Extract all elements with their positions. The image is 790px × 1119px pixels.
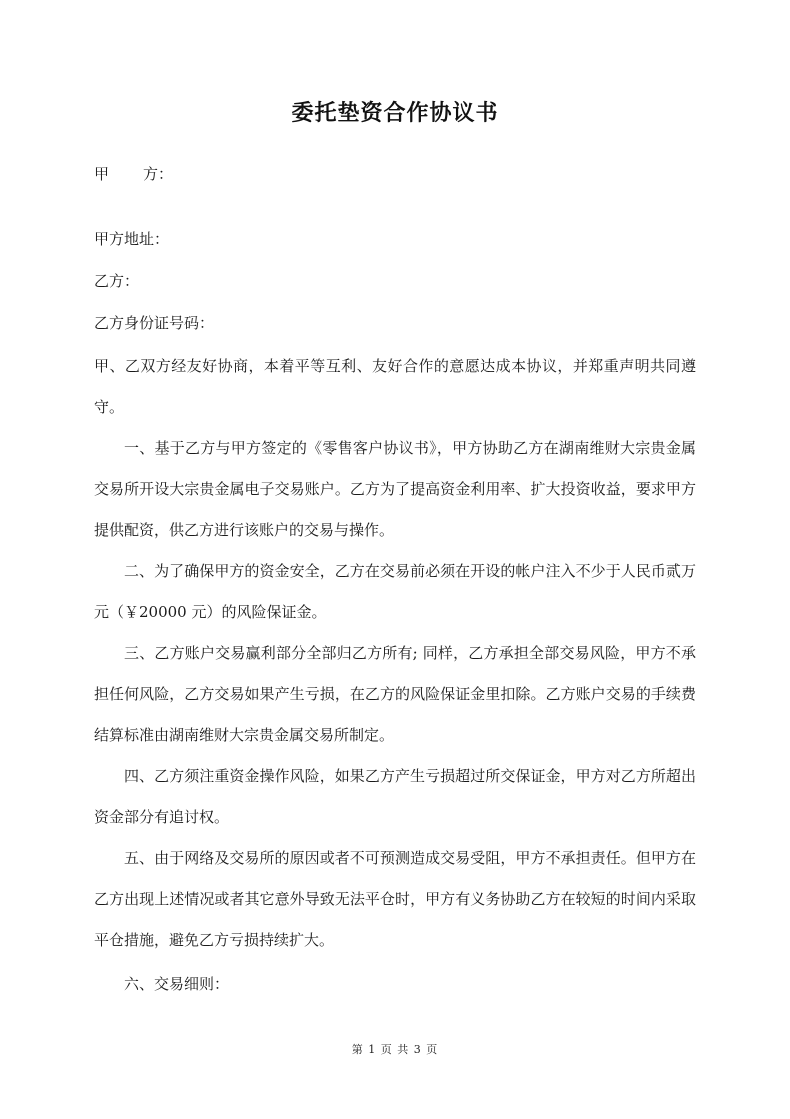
paragraph-clause-1: 一、基于乙方与甲方签定的《零售客户协议书》，甲方协助乙方在湖南维财大宗贵金属交易所开设大宗贵金属电子交易账户。乙方为了提高资金利用率、扩大投资收益，要求甲方提供配资，供乙方进行该账户的交易与操作。 [94,439,696,539]
paragraph-clause-3: 三、乙方账户交易赢利部分全部归乙方所有; 同样，乙方承担全部交易风险，甲方不承担任何风险，乙方交易如果产生亏损，在乙方的风险保证金里扣除。乙方账户交易的手续费结算标准由湖南维财大宗贵金属交易所制定。 [94,644,696,744]
document-title: 委托垫资合作协议书 [291,100,499,126]
page-footer: 第 1 页 共 3 页 [351,1043,439,1056]
party-b-field: 乙方： [94,272,140,290]
party-a-label: 甲 [94,165,110,183]
paragraph-clause-6: 六、交易细则： [124,975,230,993]
paragraph-clause-2: 二、为了确保甲方的资金安全，乙方在交易前必须在开设的帐户注入不少于人民币贰万元（￥20000 元）的风险保证金。 [94,562,696,621]
party-b-id-field: 乙方身份证号码： [94,314,215,332]
party-a-field [94,163,173,184]
paragraph-preamble: 甲、乙双方经友好协商，本着平等互利、友好合作的意愿达成本协议，并郑重声明共同遵守。 [94,357,696,416]
paragraph-clause-5: 五、由于网络及交易所的原因或者不可预测造成交易受阻，甲方不承担责任。但甲方在乙方出现上述情况或者其它意外导致无法平仓时，甲方有义务协助乙方在较短的时间内采取平仓措施，避免乙方亏损持续扩大。 [94,849,696,949]
paragraph-clause-4: 四、乙方须注重资金操作风险，如果乙方产生亏损超过所交保证金，甲方对乙方所超出资金部分有追讨权。 [94,767,696,826]
party-a-label-end: 方： [143,165,174,183]
party-a-address-field: 甲方地址： [94,230,170,248]
